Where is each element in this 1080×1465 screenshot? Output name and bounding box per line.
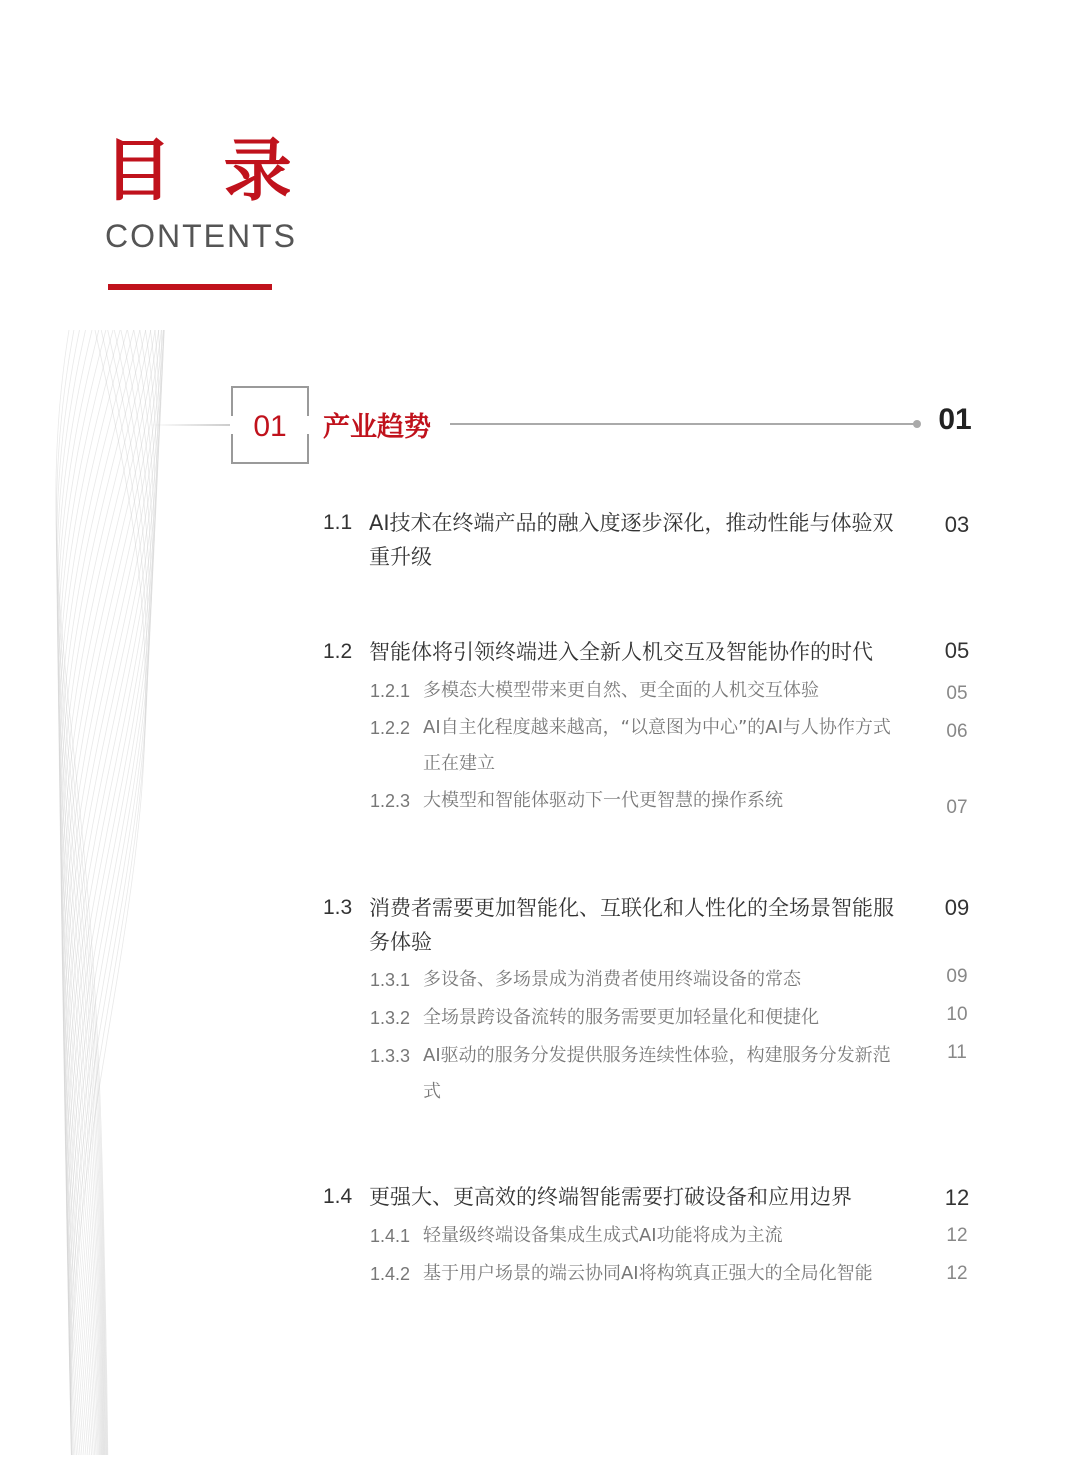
- subsection-number: 1.3.1: [370, 970, 411, 990]
- wave-line: [64, 330, 165, 1455]
- page-title: 目 录: [104, 132, 306, 211]
- section-number: 1.3: [323, 896, 353, 919]
- decorative-wave-graphic: [0, 330, 240, 1465]
- section-title: 智能体将引领终端进入全新人机交互及智能协作的时代: [369, 640, 873, 664]
- title-underline: [108, 284, 272, 290]
- subsection-page-number: 07: [946, 797, 968, 818]
- subsection-number: 1.2.2: [370, 718, 411, 738]
- chapter-number-box: [231, 386, 309, 464]
- section-number: 1.1: [323, 511, 353, 534]
- subsection-title: AI自主化程度越来越高，“以意图为中心”的AI与人协作方式正在建立: [423, 717, 891, 774]
- subsection-title: 轻量级终端设备集成生成式AI功能将成为主流: [423, 1225, 783, 1246]
- toc-section[interactable]: [323, 1180, 903, 1214]
- chapter-leader-dot: [913, 420, 921, 428]
- toc-section[interactable]: [323, 891, 903, 959]
- subsection-title: AI驱动的服务分发提供服务连续性体验，构建服务分发新范式: [423, 1045, 891, 1102]
- subsection-page-number: 11: [947, 1042, 967, 1063]
- subsection-page-number: 09: [946, 966, 968, 987]
- section-number: 1.4: [323, 1185, 353, 1208]
- toc-subsection[interactable]: [370, 962, 900, 998]
- subsection-number: 1.3.2: [370, 1008, 411, 1028]
- subsection-page-number: 12: [946, 1263, 968, 1284]
- section-title: 更强大、更高效的终端智能需要打破设备和应用边界: [369, 1185, 852, 1209]
- toc-subsection[interactable]: [370, 1256, 900, 1292]
- section-page-number: 05: [944, 638, 970, 663]
- section-page-number: 12: [944, 1185, 970, 1210]
- subsection-title: 大模型和智能体驱动下一代更智慧的操作系统: [423, 790, 783, 811]
- subsection-title: 多模态大模型带来更自然、更全面的人机交互体验: [423, 680, 819, 701]
- page-subtitle: CONTENTS: [105, 218, 297, 254]
- section-title: AI技术在终端产品的融入度逐步深化，推动性能与体验双重升级: [369, 511, 894, 569]
- toc-subsection[interactable]: [370, 783, 900, 819]
- subsection-number: 1.2.1: [370, 681, 411, 701]
- subsection-page-number: 12: [946, 1225, 968, 1246]
- subsection-title: 基于用户场景的端云协同AI将构筑真正强大的全局化智能: [423, 1263, 873, 1284]
- subsection-title: 全场景跨设备流转的服务需要更加轻量化和便捷化: [423, 1007, 819, 1028]
- section-page-number: 03: [944, 512, 970, 537]
- toc-section[interactable]: [323, 506, 903, 574]
- section-title: 消费者需要更加智能化、互联化和人性化的全场景智能服务体验: [369, 896, 894, 954]
- subsection-number: 1.4.2: [370, 1264, 411, 1284]
- toc-subsection[interactable]: [370, 1218, 900, 1254]
- section-number: 1.2: [323, 640, 353, 663]
- subsection-number: 1.4.1: [370, 1226, 411, 1246]
- chapter-leader-line: [450, 423, 916, 425]
- toc-subsection[interactable]: [370, 1038, 900, 1110]
- subsection-number: 1.2.3: [370, 791, 411, 811]
- toc-subsection[interactable]: [370, 1000, 900, 1036]
- subsection-number: 1.3.3: [370, 1046, 411, 1066]
- toc-section[interactable]: [323, 635, 903, 669]
- chapter-lead-line: [150, 424, 230, 426]
- toc-subsection[interactable]: [370, 673, 900, 709]
- subsection-page-number: 10: [946, 1004, 968, 1025]
- toc-subsection[interactable]: [370, 710, 900, 782]
- subsection-page-number: 06: [946, 721, 968, 742]
- subsection-title: 多设备、多场景成为消费者使用终端设备的常态: [423, 969, 801, 990]
- chapter-number: 01: [253, 410, 287, 443]
- chapter-title[interactable]: 产业趋势: [323, 412, 431, 443]
- wave-line: [64, 330, 163, 1455]
- section-page-number: 09: [944, 895, 970, 920]
- subsection-page-number: 05: [946, 683, 968, 704]
- chapter-page-number: 01: [938, 403, 972, 436]
